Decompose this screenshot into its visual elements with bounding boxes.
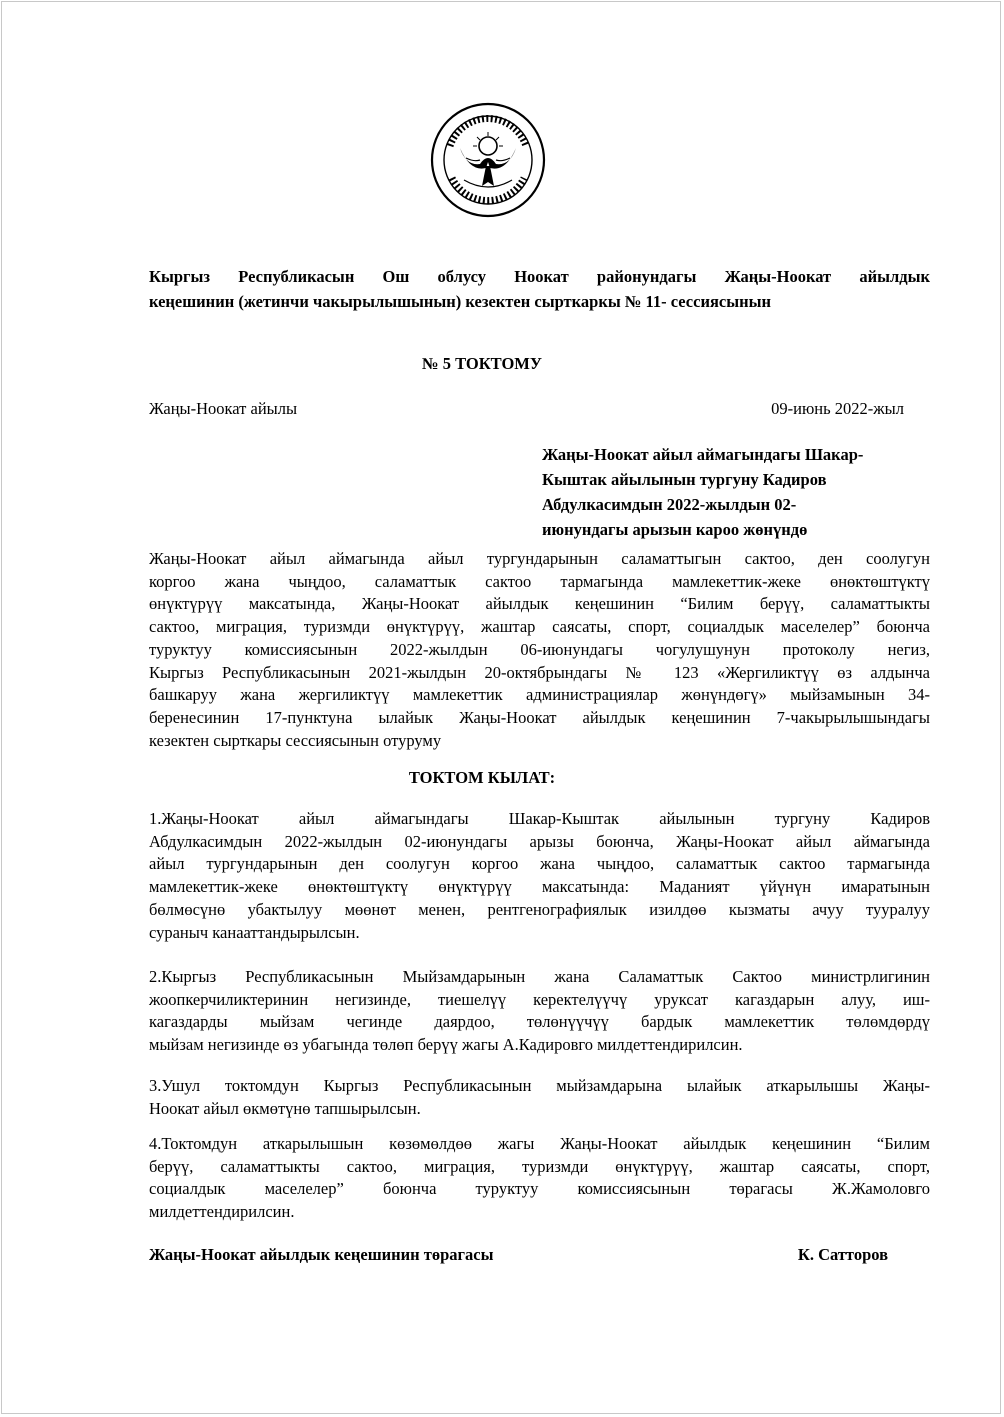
date: 09-июнь 2022-жыл xyxy=(771,399,904,418)
text-line: беренесинин 17-пунктуна ылайык Жаңы-Ноокат айылдык кеңешинин 7-чакырылышындагы xyxy=(149,707,930,727)
document-page xyxy=(1,1,1001,1414)
text-line: социалдык маселелер” боюнча туруктуу комиссиясынын төрагасы Ж.Жамоловго xyxy=(149,1179,930,1199)
text-line: сактоо, миграция, туризмди өнүктүрүү, жаштар саясаты, спорт, социалдык маселелер” боюнча xyxy=(149,617,930,637)
text-line: Кыргыз Республикасынын 2021-жылдын 20-октябрындагы № 123 «Жергиликтүү өз алдынча xyxy=(149,662,930,682)
text-line: 1.Жаңы-Ноокат айыл аймагындагы Шакар-Кыштак айылынын тургуну Кадиров xyxy=(149,809,930,828)
text-line: жоопкерчиликтеринин негизинде, тиешелүү керектелүүчү уруксат кагаздарын алуу, иш- xyxy=(149,989,930,1009)
text-line: кезектен сырткары сессиясынын отуруму xyxy=(149,730,442,750)
text-line: коргоо жана чыңдоо, саламаттык сактоо тармагында мамлекеттик-жеке өнөктөштүктү xyxy=(149,571,930,591)
text-line: башкаруу жана жергиликтүү мамлекеттик администрациялар жөнүндөгү» мыйзамынын 34- xyxy=(149,685,930,705)
text-line: мамлекеттик-жеке өнөктөштүктү өнүктүрүү максатында: Маданият үйүнүн имаратынын xyxy=(149,877,930,897)
text-line: мыйзам негизинде өз убагында төлөп берүү жагы А.Кадировго милдеттендирилсин. xyxy=(149,1035,743,1055)
header-line-1: Кыргыз Республикасын Ош облусу Ноокат районундагы Жаңы-Ноокат айылдык xyxy=(149,267,930,286)
resolution-title: № 5 ТОКТОМУ xyxy=(422,354,542,373)
signatory-position: Жаңы-Ноокат айылдык кеңешинин төрагасы xyxy=(149,1245,494,1264)
resolution-item-4 xyxy=(149,1133,930,1224)
text-line: Жаңы-Ноокат айыл аймагында айыл тургундарынын саламаттыгын сактоо, ден соолугун xyxy=(149,549,930,568)
kyrgyz-state-emblem-icon xyxy=(430,102,546,218)
subject-line: июнундагы арызын кароо жөнүндө xyxy=(542,520,808,539)
text-line: айыл тургундарынын ден соолугун коргоо жана чыңдоо, саламаттык сактоо тармагында xyxy=(149,854,930,874)
header-line-2: кеңешинин (жетинчи чакырылышынын) кезектен сырткаркы № 11- сессиясынын xyxy=(149,292,771,311)
text-line: милдеттендирилсин. xyxy=(149,1202,295,1222)
text-line: кагаздарды мыйзам чегинде даярдоо, төлөнүүчүү бардык мамлекеттик төлөмдөрдү xyxy=(149,1012,930,1032)
text-line: туруктуу комиссиясынын 2022-жылдын 06-июнундагы чогулушунун протоколу негиз, xyxy=(149,639,930,659)
decision-heading: ТОКТОМ КЫЛАТ: xyxy=(408,768,556,787)
preamble-paragraph xyxy=(149,548,930,752)
subject-line: Жаңы-Ноокат айыл аймагындагы Шакар- xyxy=(542,445,864,464)
signatory-name: К. Сатторов xyxy=(797,1245,888,1264)
resolution-item-3 xyxy=(149,1075,930,1120)
place: Жаңы-Ноокат айылы xyxy=(149,399,298,418)
text-line: Ноокат айыл өкмөтүнө тапшырылсын. xyxy=(149,1098,421,1118)
council-header xyxy=(149,264,930,314)
text-line: өнүктүрүү максатында, Жаңы-Ноокат айылдык кеңешинин “Билим берүү, саламаттыкты xyxy=(149,594,930,614)
subject-line: Абдулкасимдын 2022-жылдын 02- xyxy=(542,495,797,514)
text-line: Абдулкасимдын 2022-жылдын 02-июнундагы арызы боюнча, Жаңы-Ноокат айыл аймагында xyxy=(149,831,930,851)
text-line: 3.Ушул токтомдун Кыргыз Республикасынын мыйзамдарына ылайык аткарылышы Жаңы- xyxy=(149,1076,930,1095)
text-line: 4.Токтомдун аткарылышын көзөмөлдөө жагы Жаңы-Ноокат айылдык кеңешинин “Билим xyxy=(149,1134,930,1153)
text-line: бөлмөсүнө убактылуу мөөнөт менен, рентгенографиялык изилдөө кызматы ачуу тууралуу xyxy=(149,899,930,919)
subject-line: Кыштак айылынын тургуну Кадиров xyxy=(542,470,827,489)
resolution-subject xyxy=(542,442,932,542)
text-line: берүү, саламаттыкты сактоо, миграция, туризмди өнүктүрүү, жаштар саясаты, спорт, xyxy=(149,1156,930,1176)
resolution-item-2 xyxy=(149,966,930,1057)
text-line: 2.Кыргыз Республикасынын Мыйзамдарынын жана Саламаттык Сактоо министрлигинин xyxy=(149,967,930,986)
resolution-item-1 xyxy=(149,808,930,944)
text-line: сураныч канааттандырылсын. xyxy=(149,922,360,942)
